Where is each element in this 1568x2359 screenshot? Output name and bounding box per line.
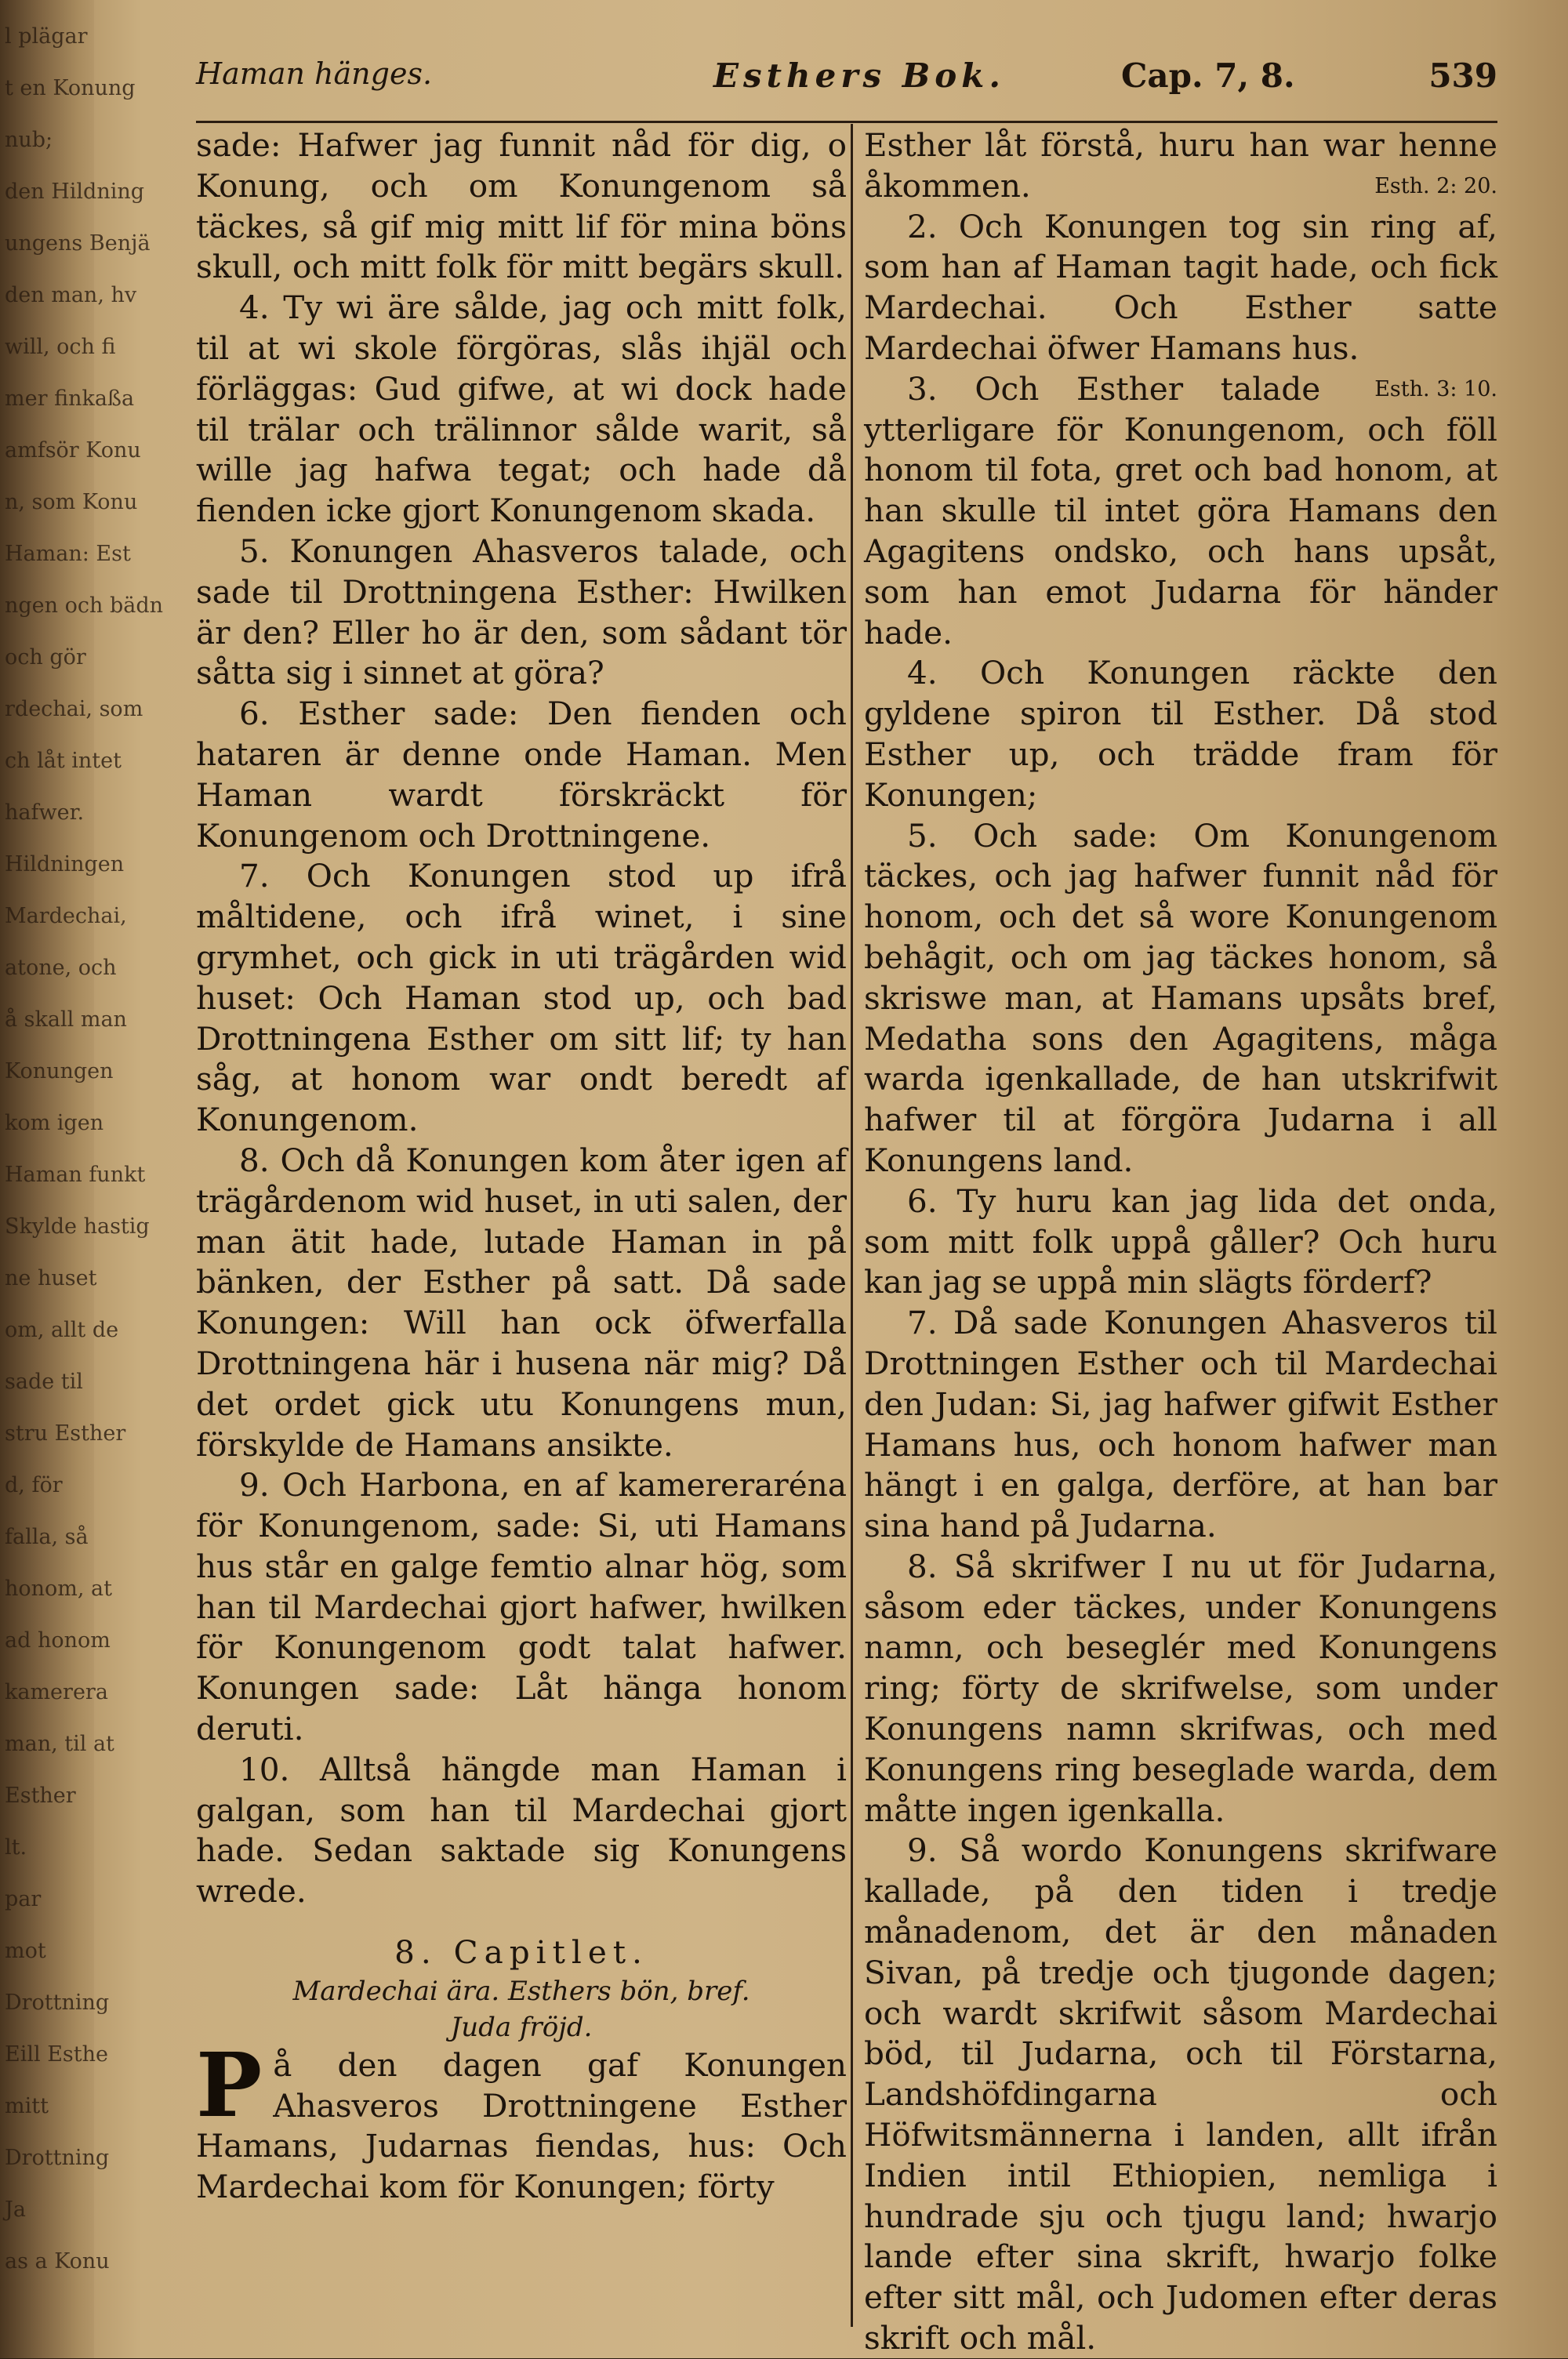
facing-page-fragment: å skall man xyxy=(5,1007,127,1032)
verse-text: sade: Hafwer jag funnit nåd för dig, o Konung, och om Konungenom så täckes, så gif mig mitt lif för mina böns skull, och mitt folk för mitt begärs skull. xyxy=(196,126,847,286)
verse-text xyxy=(864,207,1497,401)
facing-page-fragment: hafwer. xyxy=(5,800,85,825)
header-rule xyxy=(196,121,1497,123)
verse-text xyxy=(196,2034,847,2208)
facing-page-fragment: rdechai, som xyxy=(5,697,143,721)
facing-page-fragment: n, som Konu xyxy=(5,490,138,514)
facing-page-edge xyxy=(0,0,164,2358)
verse-text: 9. Så wordo Konungens skrifware kallade, på den tiden i tredje månadenom, det är den månaden Sivan, på tredje och tjugonde dagen; och wardt skrifwit såsom Mardechai böd, til Judarna, och til Förstarna, Landshöfdingarna och Höfwitsmännerna i landen, allt ifrån Indien intil Ethiopien, nemliga i hundrade sju och tjugu land; hwarjo lande efter sina skrift, hwarjo folke efter sitt mål, och Judomen efter deras skrift och mål. xyxy=(864,1831,1497,2357)
facing-page-fragment: ngen och bädn xyxy=(5,593,164,618)
facing-page-fragment: par xyxy=(5,1887,42,1911)
verse-text: 5. Och sade: Om Konungenom täckes, och jag hafwer funnit nåd för honom, och det så wore Konungenom behågit, och om jag täckes honom, så skriswe man, at Hamans upsåts bref, Medatha sons den Agagitens, måga warda igenkallade, de han utskrifwit hafwer til at förgöra Judarna i all Konungens land. xyxy=(864,816,1497,1179)
facing-page-fragment: amfsör Konu xyxy=(5,438,141,463)
facing-page-fragment: Ja xyxy=(5,2197,26,2222)
facing-page-fragment: mitt xyxy=(5,2094,49,2118)
verse-text: 5. Konungen Ahasveros talade, och sade til Drottningena Esther: Hwilken är den? Eller ho är den, som sådant tör såtta sig i sinnet at göra? xyxy=(196,532,847,692)
facing-page-fragment: den man, hv xyxy=(5,283,137,307)
verse-text: 6. Esther sade: Den fienden och hataren är denne onde Haman. Men Haman wardt förskräckt för Konungenom och Drottningene. xyxy=(196,695,847,855)
verse-text: 8. Och då Konungen kom åter igen af trägårdenom wid huset, in uti salen, der man ätit hade, lutade Haman in på bänken, der Esther på satt. Då sade Konungen: Will han ock öfwerfalla Drottningena här i husena när mig? Då det ordet gick utu Konungens mun, förskylde de Hamans ansikte. xyxy=(196,1141,847,1464)
facing-page-fragment: och gör xyxy=(5,645,86,670)
verse-text: 4. Och Konungen räckte den gyldene spiron til Esther. Då stod Esther up, och trädde fram för Konungen; xyxy=(864,654,1497,814)
running-header xyxy=(196,56,1497,116)
facing-page-fragment: Eill Esthe xyxy=(5,2042,108,2067)
verse-text: 2. Och Konungen tog sin ring af, som han af Haman tagit hade, och fick Mardechai. Och Esther satte Mardechai öfwer Hamans hus. xyxy=(864,207,1497,367)
left-column xyxy=(196,125,847,2208)
verse-text: 4. Ty wi äre sålde, jag och mitt folk, til at wi skole förgöras, slås ihjäl och förläggas: Gud gifwe, at wi dock hade til trälar och trälinnor sålde warit, så wille jag hafwa tegat; och hade då fienden icke gjort Konungenom skada. xyxy=(196,289,847,530)
facing-page-fragment: ne huset xyxy=(5,1266,97,1290)
facing-page-fragment: Haman funkt xyxy=(5,1163,146,1187)
verse-text: 7. Och Konungen stod up ifrå måltidene, och ifrå winet, i sine grymhet, och gick in uti trägården wid huset: Och Haman stod up, och bad Drottningena Esther om sitt lif; ty han såg, at honom war ondt beredt af Konungenom. xyxy=(196,857,847,1139)
verse-text: 8. Så skrifwer I nu ut för Judarna, såsom eder täckes, under Konungens namn, och beseglér med Konungens ring; förty de skrifwelse, som under Konungens namn skrifwas, och med Konungens ring beseglade warda, dem måtte ingen igenkalla. xyxy=(864,1547,1497,1829)
header-book-title: Esthers Bok. xyxy=(713,56,1005,95)
facing-page-fragment: Drottning xyxy=(5,1991,110,2015)
facing-page-fragment: lt. xyxy=(5,1835,27,1860)
facing-page-fragment: nub; xyxy=(5,128,53,152)
facing-page-fragment: ungens Benjä xyxy=(5,231,151,256)
facing-page-fragment: atone, och xyxy=(5,956,117,980)
verse-text: 3. Och Esther talade ytterligare för Konungenom, och föll honom til fota, gret och bad honom, at han skulle til intet göra Hamans den Agagitens ondsko, och hans upsåt, som han emot Judarna för händer hade. xyxy=(864,369,1497,651)
facing-page-fragment: mot xyxy=(5,1939,46,1963)
verse-text: 7. Då sade Konungen Ahasveros til Drottningen Esther och til Mardechai den Judan: Si, jag hafwer gifwit Esther Hamans hus, och honom hafwer man hängt i en galga, derföre, at han bar sina hand på Judarna. xyxy=(864,1304,1497,1545)
facing-page-fragment: man, til at xyxy=(5,1732,114,1756)
facing-page-fragment: mer finkaßa xyxy=(5,387,135,411)
facing-page-fragment: kom igen xyxy=(5,1111,104,1135)
page-number: 539 xyxy=(1428,56,1497,95)
facing-page-fragment: Skylde hastig xyxy=(5,1214,150,1239)
facing-page-fragment: ad honom xyxy=(5,1628,111,1653)
verse-text xyxy=(864,125,1497,207)
verse-text: 10. Alltså hängde man Haman i galgan, som han til Mardechai gjort hade. Sedan saktade sig Konungens wrede. xyxy=(196,1750,847,1911)
book-page xyxy=(196,39,1497,2357)
facing-page-fragment: kamerera xyxy=(5,1680,108,1704)
chapter-title: 8. Capitlet. xyxy=(394,1933,648,1972)
facing-page-fragment: Hildningen xyxy=(5,852,125,876)
facing-page-fragment: d, för xyxy=(5,1473,63,1497)
facing-page-fragment: stru Esther xyxy=(5,1421,126,1446)
header-section-title: Haman hänges. xyxy=(196,56,433,91)
facing-page-fragment: den Hildning xyxy=(5,180,145,204)
facing-page-fragment: Drottning xyxy=(5,2146,110,2170)
facing-page-fragment: Haman: Est xyxy=(5,542,131,566)
facing-page-fragment: sade til xyxy=(5,1370,83,1394)
cross-reference: Esth. 2: 20. xyxy=(1374,173,1497,198)
facing-page-fragment: ch låt intet xyxy=(5,749,122,773)
cross-reference: Esth. 3: 10. xyxy=(1374,376,1497,401)
facing-page-fragment: t en Konung xyxy=(5,76,136,100)
chapter-summary: Juda fröjd. xyxy=(450,2011,593,2043)
verse-text: 9. Och Harbona, en af kamereraréna för Konungenom, sade: Si, uti Hamans hus står en galge femtio alnar hög, som han til Mardechai gjort hafwer, hwilken för Konungenom godt talat hafwer. Konungen sade: Låt hänga honom deruti. xyxy=(196,1466,847,1748)
header-chapter-ref: Cap. 7, 8. xyxy=(1121,56,1295,95)
chapter-summary: Mardechai ära. Esthers bön, bref. xyxy=(292,1975,750,2007)
facing-page-fragment: will, och fi xyxy=(5,335,116,359)
facing-page-fragment: Mardechai, xyxy=(5,904,127,928)
facing-page-fragment: Esther xyxy=(5,1784,76,1808)
facing-page-fragment: honom, at xyxy=(5,1577,113,1601)
verse-text: 6. Ty huru kan jag lida det onda, som mitt folk uppå gåller? Och huru kan jag se uppå min slägts förderf? xyxy=(864,1181,1497,1301)
drop-capital: P xyxy=(196,2034,263,2137)
right-column xyxy=(864,125,1497,2359)
column-divider xyxy=(851,124,853,2327)
facing-page-fragment: as a Konu xyxy=(5,2249,110,2274)
verse-text: å den dagen gaf Konungen Ahasveros Drottningene Esther Hamans, Judarnas fiendas, hus: Och Mardechai kom för Konungen; förty xyxy=(196,2045,847,2206)
facing-page-fragment: falla, så xyxy=(5,1525,89,1549)
verse-text: Esther låt förstå, huru han war henne åkommen. xyxy=(864,126,1497,205)
facing-page-fragment: l plägar xyxy=(5,24,88,49)
facing-page-fragment: Konungen xyxy=(5,1059,114,1083)
facing-page-fragment: om, allt de xyxy=(5,1318,119,1342)
